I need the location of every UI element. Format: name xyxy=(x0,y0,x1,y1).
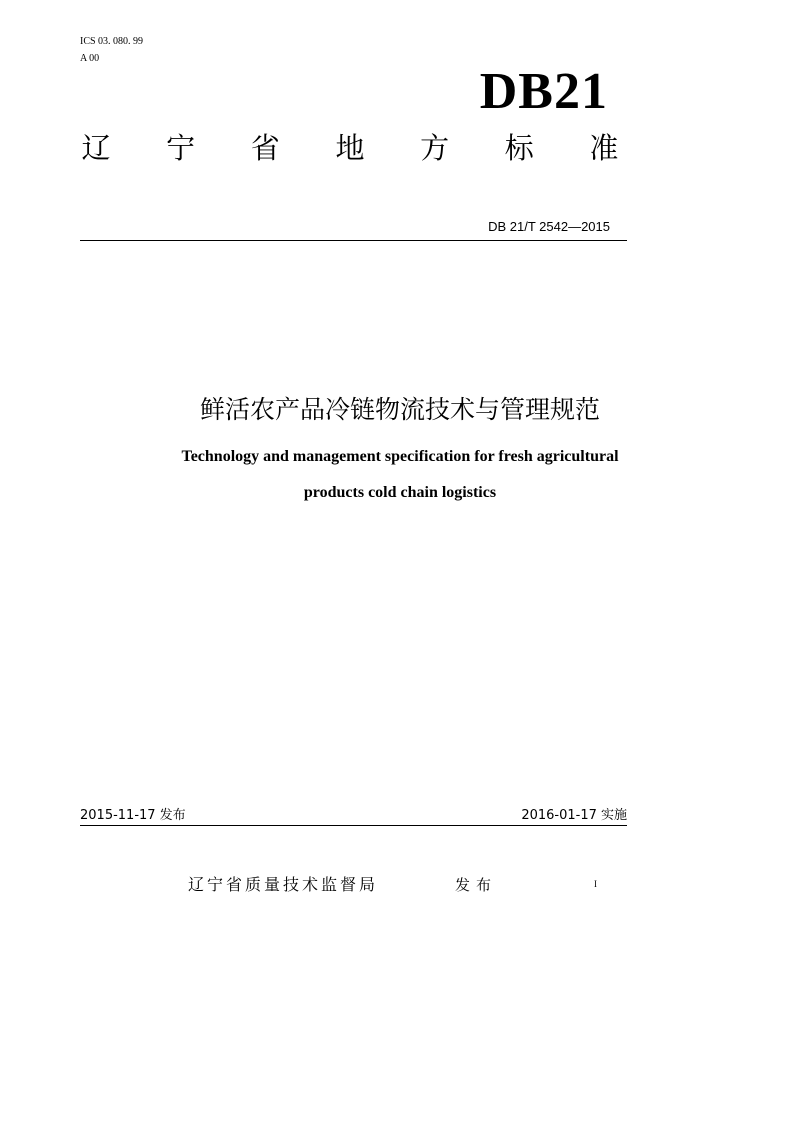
standard-type-char: 辽 xyxy=(81,131,111,165)
title-chinese: 鲜活农产品冷链物流技术与管理规范 xyxy=(199,395,600,424)
issue-word: 发布 xyxy=(455,876,498,894)
db-mark: DB21 xyxy=(479,63,608,120)
standard-type-char: 省 xyxy=(250,131,280,165)
ccs-code: A 00 xyxy=(80,53,100,64)
standard-number: DB 21/T 2542—2015 xyxy=(488,219,610,234)
standard-type-char: 宁 xyxy=(166,131,196,165)
standard-type-char: 地 xyxy=(335,131,365,165)
page-number: I xyxy=(594,879,597,889)
bottom-divider xyxy=(80,825,627,826)
standard-type xyxy=(80,130,620,166)
issue-date: 2015-11-17 发布 xyxy=(80,808,186,823)
title-english-line-1: Technology and management specification for fresh agricultural xyxy=(181,448,619,465)
issuing-authority: 辽宁省质量技术监督局 xyxy=(188,875,379,894)
standard-type-char: 标 xyxy=(504,131,534,165)
implementation-date: 2016-01-17 实施 xyxy=(521,808,627,823)
title-english-line-2: products cold chain logistics xyxy=(303,484,497,501)
top-divider xyxy=(80,240,627,241)
standard-type-char: 准 xyxy=(589,131,619,165)
ics-code: ICS 03. 080. 99 xyxy=(80,36,144,47)
standard-type-char: 方 xyxy=(420,131,450,165)
